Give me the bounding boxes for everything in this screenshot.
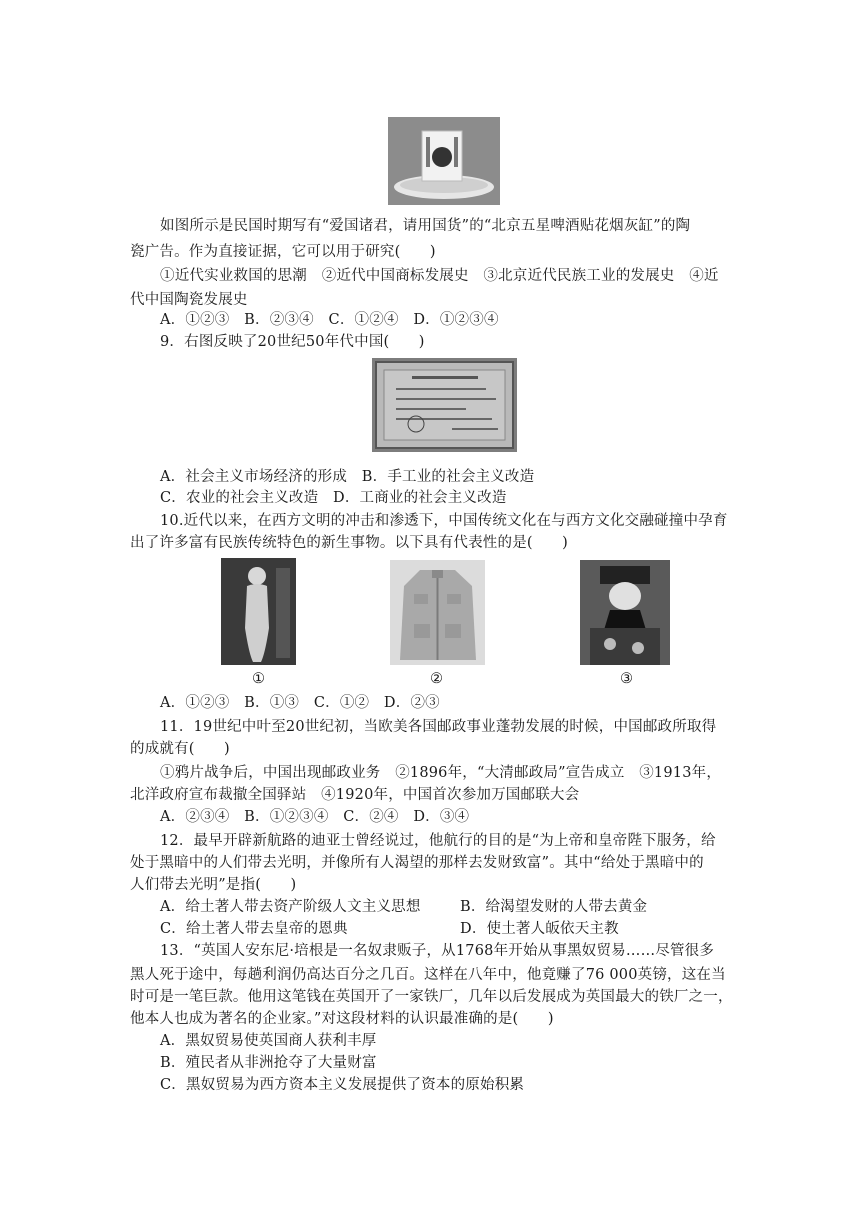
q12-line-2: 处于黑暗中的人们带去光明，并像所有人渴望的那样去发财致富”。其中“给处于黑暗中的 <box>130 855 704 871</box>
qipao-photo <box>221 558 296 665</box>
q9-stem: 9．右图反映了20世纪50年代中国( ) <box>160 334 425 350</box>
peking-opera-photo <box>580 560 670 665</box>
q12-option-d: D．使土著人皈依天主教 <box>460 921 619 937</box>
zhongshan-suit-illustration <box>390 560 485 665</box>
q12-line-3: 人们带去光明”是指( ) <box>130 877 297 893</box>
ashtray-photo <box>388 117 500 205</box>
q8-line-1: 如图所示是民国时期写有“爱国诸君，请用国货”的“北京五星啤酒贴花烟灰缸”的陶 <box>160 218 691 234</box>
q12-option-a: A．给土著人带去资产阶级人文主义思想 <box>160 899 421 915</box>
caption-3: ③ <box>620 671 633 687</box>
q13-option-a: A．黑奴贸易使英国商人获利丰厚 <box>160 1033 377 1049</box>
q13-option-b: B．殖民者从非洲抢夺了大量财富 <box>160 1055 377 1071</box>
q12-option-b: B．给渴望发财的人带去黄金 <box>460 899 648 915</box>
q11-options: A．②③④ B．①②③④ C．②④ D．③④ <box>160 809 470 825</box>
q10-line-2: 出了许多富有民族传统特色的新生事物。以下具有代表性的是( ) <box>130 535 569 551</box>
q11-line-1: 11．19世纪中叶至20世纪初，当欧美各国邮政事业蓬勃发展的时候，中国邮政所取得 <box>160 719 717 735</box>
peking-opera-illustration <box>580 560 670 665</box>
q10-options: A．①②③ B．①③ C．①② D．②③ <box>160 695 440 711</box>
caption-2: ② <box>430 671 443 687</box>
certificate-photo <box>372 358 517 452</box>
q9-options-line-1: A．社会主义市场经济的形成 B．手工业的社会主义改造 <box>160 469 535 485</box>
q8-options: A．①②③ B．②③④ C．①②④ D．①②③④ <box>160 312 499 328</box>
q9-options-line-2: C．农业的社会主义改造 D．工商业的社会主义改造 <box>160 490 507 506</box>
qipao-illustration <box>221 558 296 665</box>
q12-option-c: C．给土著人带去皇帝的恩典 <box>160 921 348 937</box>
q13-line-4: 他本人也成为著名的企业家。”对这段材料的认识最准确的是( ) <box>130 1011 554 1027</box>
certificate-illustration <box>372 358 517 452</box>
caption-1: ① <box>252 671 265 687</box>
q13-line-2: 黑人死于途中，每趟利润仍高达百分之几百。这样在八年中，他竟赚了76 000英镑，这在当 <box>130 967 726 983</box>
q10-line-1: 10.近代以来，在西方文明的冲击和渗透下，中国传统文化在与西方文化交融碰撞中孕育 <box>160 513 728 529</box>
q11-line-3: ①鸦片战争后，中国出现邮政业务 ②1896年，“大清邮政局”宣告成立 ③1913年， <box>160 765 722 781</box>
q12-line-1: 12．最早开辟新航路的迪亚士曾经说过，他航行的目的是“为上帝和皇帝陛下服务，给 <box>160 833 716 849</box>
q13-line-1: 13．“英国人安东尼·培根是一名奴隶贩子，从1768年开始从事黑奴贸易……尽管很多 <box>160 943 715 959</box>
q13-option-c: C．黑奴贸易为西方资本主义发展提供了资本的原始积累 <box>160 1077 525 1093</box>
q8-line-2: 瓷广告。作为直接证据，它可以用于研究( ) <box>130 244 436 260</box>
q8-line-4: 代中国陶瓷发展史 <box>130 292 248 308</box>
zhongshan-suit-photo <box>390 560 485 665</box>
q11-line-4: 北洋政府宣布裁撤全国驿站 ④1920年，中国首次参加万国邮联大会 <box>130 787 580 803</box>
q13-line-3: 时可是一笔巨款。他用这笔钱在英国开了一家铁厂，几年以后发展成为英国最大的铁厂之一， <box>130 989 733 1005</box>
q11-line-2: 的成就有( ) <box>130 741 230 757</box>
q8-line-3: ①近代实业救国的思潮 ②近代中国商标发展史 ③北京近代民族工业的发展史 ④近 <box>160 268 719 284</box>
ashtray-illustration <box>388 117 500 205</box>
